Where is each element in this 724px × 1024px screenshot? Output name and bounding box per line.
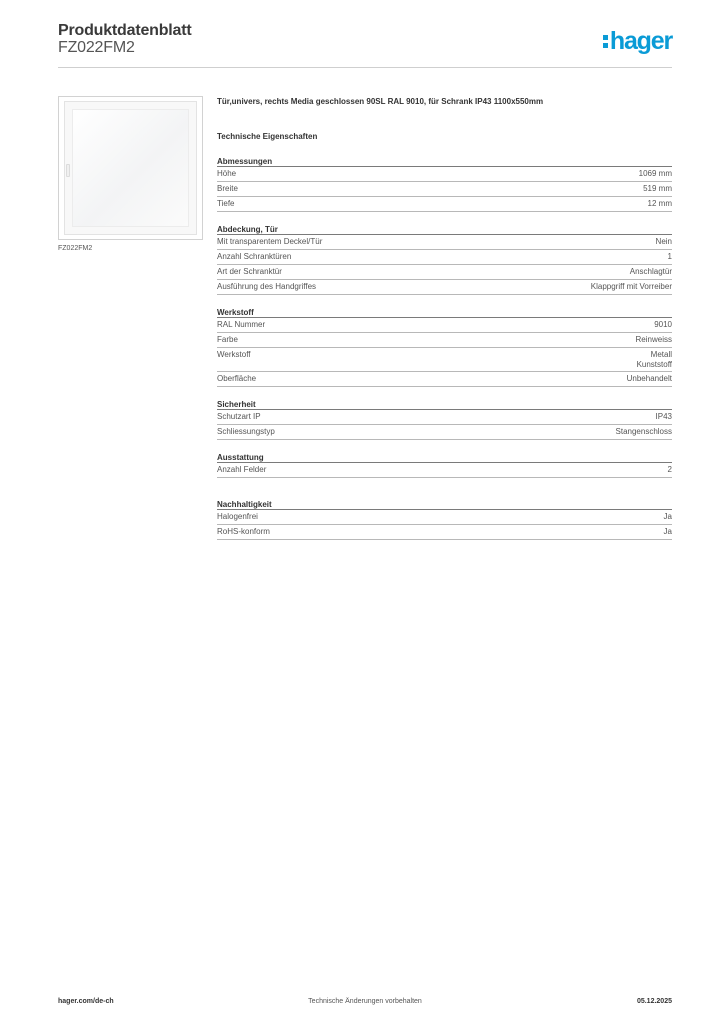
document-title: Produktdatenblatt <box>58 22 192 39</box>
product-image <box>58 96 203 240</box>
spec-section <box>217 307 672 387</box>
spec-label: Höhe <box>217 169 237 178</box>
spec-row <box>217 280 672 295</box>
spec-row <box>217 348 672 372</box>
spec-section <box>217 224 672 295</box>
spec-label: Art der Schranktür <box>217 267 282 276</box>
spec-row <box>217 265 672 280</box>
spec-row <box>217 182 672 197</box>
footer-date: 05.12.2025 <box>636 998 672 1005</box>
spec-label: RAL Nummer <box>217 320 266 329</box>
spec-label: Ausführung des Handgriffes <box>217 282 317 291</box>
spec-label: Breite <box>217 184 238 193</box>
spec-row <box>217 525 672 540</box>
footer-notice: Technische Änderungen vorbehalten <box>308 998 422 1005</box>
product-code: FZ022FM2 <box>58 39 135 56</box>
document-header <box>58 22 672 68</box>
spec-label: Werkstoff <box>217 350 251 359</box>
spec-label: Oberfläche <box>217 374 257 383</box>
spec-value: 12 mm <box>647 199 672 208</box>
spec-row <box>217 197 672 212</box>
spec-value: Anschlagtür <box>629 267 672 276</box>
door-handle-icon <box>66 164 70 177</box>
spec-value: Nein <box>655 237 672 246</box>
spec-value: IP43 <box>655 412 672 421</box>
spec-label: Anzahl Felder <box>217 465 267 474</box>
spec-row <box>217 318 672 333</box>
door-frame <box>64 101 197 235</box>
spec-label: Halogenfrei <box>217 512 258 521</box>
spec-value: 1069 mm <box>638 169 672 178</box>
section-title: Ausstattung <box>217 452 672 463</box>
spec-value: 9010 <box>654 320 672 329</box>
spec-value: Ja <box>663 512 672 521</box>
section-title: Nachhaltigkeit <box>217 499 672 510</box>
spec-label: Schliessungstyp <box>217 427 275 436</box>
product-details <box>217 96 672 540</box>
spec-section <box>217 399 672 440</box>
spec-row <box>217 333 672 348</box>
spec-value: Stangenschloss <box>615 427 672 436</box>
section-title: Abdeckung, Tür <box>217 224 672 235</box>
spec-value: Metall Kunststoff <box>636 350 672 369</box>
spec-row <box>217 463 672 478</box>
spec-value: Unbehandelt <box>626 374 672 383</box>
spec-row <box>217 372 672 387</box>
spec-value: 519 mm <box>643 184 672 193</box>
spec-value: Ja <box>663 527 672 536</box>
spec-section <box>217 499 672 540</box>
spec-section <box>217 452 672 478</box>
spec-row <box>217 410 672 425</box>
spec-label: RoHS-konform <box>217 527 270 536</box>
spec-value: Reinweiss <box>635 335 672 344</box>
spec-section <box>217 156 672 212</box>
spec-row <box>217 235 672 250</box>
spec-value: Klappgriff mit Vorreiber <box>590 282 672 291</box>
document-footer <box>58 998 672 1010</box>
logo-wordmark: hager <box>609 27 672 55</box>
product-description: Tür,univers, rechts Media geschlossen 90SL RAL 9010, für Schrank IP43 1100x550mm <box>217 97 544 106</box>
spec-row <box>217 250 672 265</box>
spec-row <box>217 510 672 525</box>
image-caption: FZ022FM2 <box>58 245 93 252</box>
technical-properties-heading: Technische Eigenschaften <box>217 132 318 141</box>
spec-label: Mit transparentem Deckel/Tür <box>217 237 323 246</box>
spec-label: Tiefe <box>217 199 235 208</box>
logo-colon-icon <box>603 35 608 48</box>
spec-sections <box>217 156 672 540</box>
section-title: Abmessungen <box>217 156 672 167</box>
footer-website-link[interactable]: hager.com/de-ch <box>58 998 114 1005</box>
spec-value: 2 <box>667 465 672 474</box>
hager-logo <box>603 28 672 54</box>
section-title: Werkstoff <box>217 307 672 318</box>
spec-label: Anzahl Schranktüren <box>217 252 292 261</box>
spec-row <box>217 425 672 440</box>
spec-value: 1 <box>667 252 672 261</box>
spec-row <box>217 167 672 182</box>
spec-label: Farbe <box>217 335 238 344</box>
section-title: Sicherheit <box>217 399 672 410</box>
spec-label: Schutzart IP <box>217 412 261 421</box>
door-panel <box>72 109 189 227</box>
